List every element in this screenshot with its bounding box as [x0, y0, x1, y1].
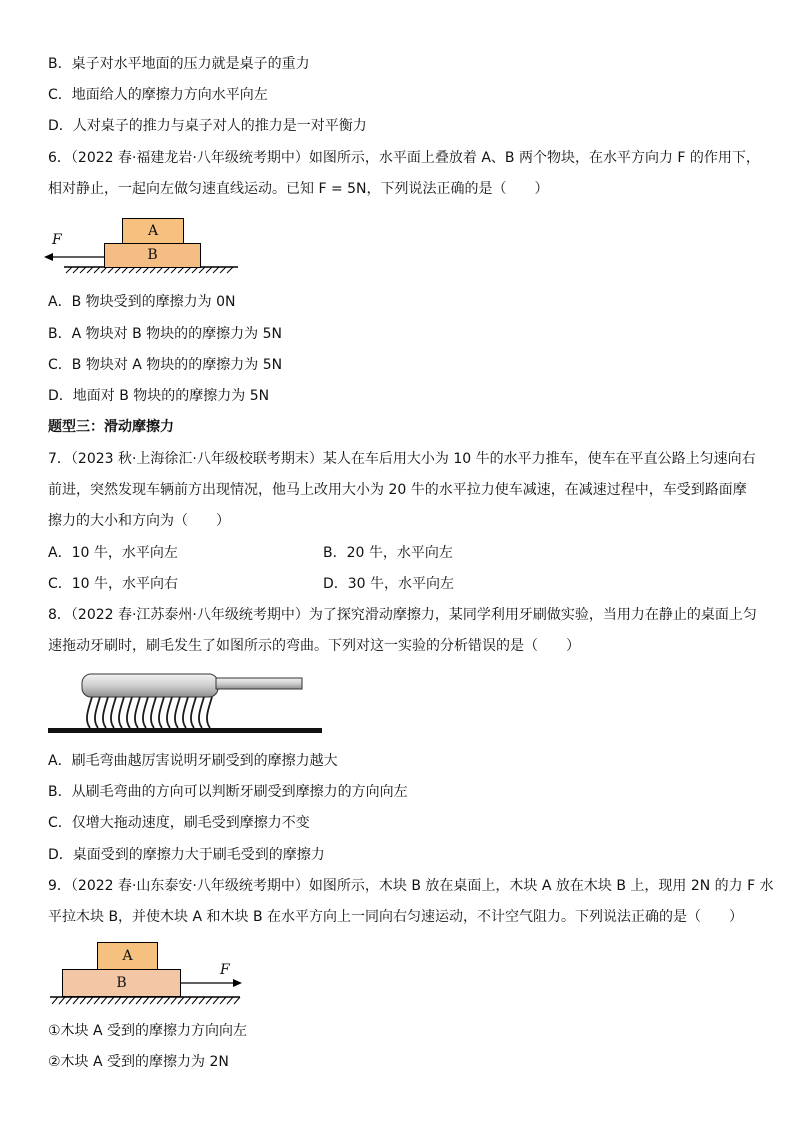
q8-option-d: D．桌面受到的摩擦力大于刷毛受到的摩擦力: [48, 847, 325, 863]
q7-option-d: D．30 牛，水平向左: [323, 576, 455, 592]
q8-option-a: A．刷毛弯曲越厉害说明牙刷受到的摩擦力越大: [48, 753, 338, 769]
q5-option-d: D．人对桌子的推力与桌子对人的推力是一对平衡力: [48, 118, 367, 134]
q9-force-label: F: [220, 962, 230, 978]
q7-option-a: A．10 牛，水平向左: [48, 545, 178, 561]
q8-toothbrush-drawing: [48, 668, 328, 738]
q6-figure: [40, 212, 240, 274]
q6-stem-line1: 6．（2022 春·福建龙岩·八年级统考期中）如图所示，水平面上叠放着 A、B 两个物块，在水平方向力 F 的作用下，: [48, 150, 760, 166]
q7-stem-line3: 擦力的大小和方向为（ ）: [48, 513, 230, 529]
q6-option-d: D．地面对 B 物块的的摩擦力为 5N: [48, 388, 270, 404]
q8-option-b: B．从刷毛弯曲的方向可以判断牙刷受到摩擦力的方向向左: [48, 784, 408, 800]
q8-toothbrush-figure: [48, 668, 328, 738]
q7-stem-line2: 前进，突然发现车辆前方出现情况，他马上改用大小为 20 牛的水平拉力使车减速，在减速过程中，车受到路面摩: [48, 482, 747, 498]
q8-stem-line1: 8．（2022 春·江苏泰州·八年级统考期中）为了探究滑动摩擦力，某同学利用牙刷做实验，当用力在静止的桌面上匀: [48, 607, 757, 623]
q7-stem-line1: 7．（2023 秋·上海徐汇·八年级校联考期末）某人在车后用大小为 10 牛的水平力推车，使车在平直公路上匀速向右: [48, 451, 756, 467]
q9-statement-2: ②木块 A 受到的摩擦力为 2N: [48, 1054, 229, 1070]
q9-stem-line2: 平拉木块 B，并使木块 A 和木块 B 在水平方向上一同向右匀速运动，不计空气阻力。下列说法正确的是（ ）: [48, 909, 744, 925]
q9-block-a: A: [97, 942, 158, 970]
q6-block-a: A: [122, 218, 184, 244]
q7-option-b: B．20 牛，水平向左: [323, 545, 453, 561]
q9-stem-line1: 9．（2022 春·山东泰安·八年级统考期中）如图所示，木块 B 放在桌面上，木块 A 放在木块 B 上，现用 2N 的力 F 水: [48, 878, 774, 894]
q5-option-c: C．地面给人的摩擦力方向水平向左: [48, 87, 268, 103]
q6-option-b: B．A 物块对 B 物块的的摩擦力为 5N: [48, 326, 282, 342]
q6-stem-line2: 相对静止，一起向左做匀速直线运动。已知 F = 5N，下列说法正确的是（ ）: [48, 181, 549, 197]
q6-force-label: F: [52, 232, 62, 248]
q8-option-c: C．仅增大拖动速度，刷毛受到摩擦力不变: [48, 815, 310, 831]
q6-option-c: C．B 物块对 A 物块的的摩擦力为 5N: [48, 357, 283, 373]
q6-option-a: A．B 物块受到的摩擦力为 0N: [48, 294, 236, 310]
q9-statement-1: ①木块 A 受到的摩擦力方向向左: [48, 1023, 248, 1039]
q9-figure: [44, 940, 254, 1008]
q8-stem-line2: 速拖动牙刷时，刷毛发生了如图所示的弯曲。下列对这一实验的分析错误的是（ ）: [48, 638, 580, 654]
q5-option-b: B．桌子对水平地面的压力就是桌子的重力: [48, 56, 310, 72]
q9-block-b: B: [62, 969, 181, 997]
section-title: 题型三：滑动摩擦力: [48, 419, 174, 435]
q6-block-b: B: [104, 243, 201, 268]
q7-option-c: C．10 牛，水平向右: [48, 576, 179, 592]
